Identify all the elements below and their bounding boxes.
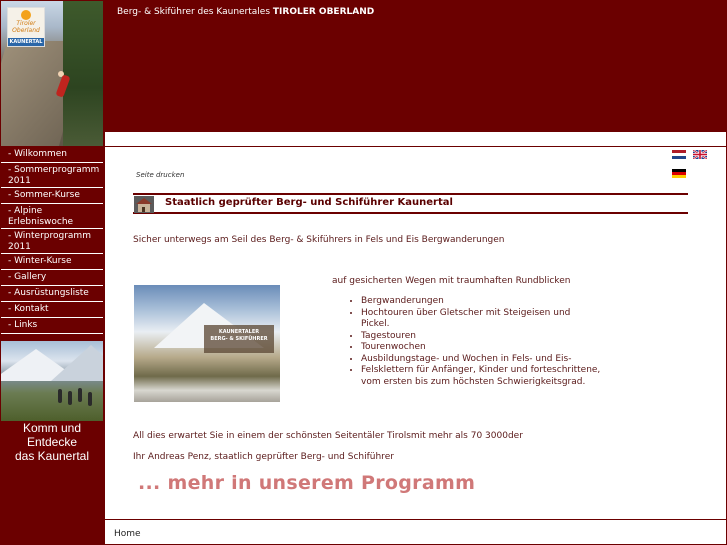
list-item: • Felsklettern für Anfänger, Kinder und forteschrittene, vom ersten bis zum höchsten Schwierigkeitsgrad. [361, 365, 601, 388]
closing-text: All dies erwartet Sie in einem der schönsten Seitentäler Tirolsmit mehr als 70 3000der [133, 431, 523, 441]
logo-brand-text: Tiroler Oberland [12, 20, 40, 34]
home-link[interactable]: Home [114, 529, 141, 539]
sidebar-item-sommer-kurse[interactable]: - Sommer-Kurse [1, 188, 103, 204]
sidebar-item-alpine-erlebniswoche[interactable]: - Alpine Erlebniswoche [1, 204, 103, 229]
signature-text: Ihr Andreas Penz, staatlich geprüfter Berg- und Schiführer [133, 452, 394, 462]
list-item: • Ausbildungstage- und Wochen in Fels- und Eis- [361, 354, 601, 366]
sidebar-item-links[interactable]: - Links [1, 318, 103, 334]
list-item: • Tourenwochen [361, 342, 601, 354]
sidebar-item-winter-kurse[interactable]: - Winter-Kurse [1, 254, 103, 270]
page-title: Staatlich geprüfter Berg- und Schiführer Kaunertal [165, 197, 453, 208]
sidebar-item-gallery[interactable]: - Gallery [1, 270, 103, 286]
promo-line-2: das Kaunertal [14, 449, 90, 463]
sidebar-item-ausruestungsliste[interactable]: - Ausrüstungsliste [1, 286, 103, 302]
logo-sub-text: KAUNERTAL [9, 39, 43, 45]
header-title-bold: TIROLER OBERLAND [272, 7, 375, 17]
intro-text: Sicher unterwegs am Seil des Berg- & Skiführers in Fels und Eis Bergwanderungen [133, 235, 505, 245]
list-item: • Tagestouren [361, 331, 601, 343]
sidebar-item-kontakt[interactable]: - Kontakt [1, 302, 103, 318]
safe-paths-text: auf gesicherten Wegen mit traumhaften Rundblicken [332, 276, 571, 286]
photo-badge-line-1: KAUNERTALER [218, 329, 260, 335]
more-program-link[interactable]: ... mehr in unserem Programm [138, 472, 476, 494]
sidebar-item-wilkommen[interactable]: - Wilkommen [1, 147, 103, 163]
list-item: • Hochtouren über Gletscher mit Steigeisen und Pickel. [361, 308, 601, 331]
photo-badge-line-2: BERG- & SKIFÜHRER [210, 336, 268, 342]
print-page-link[interactable]: Seite drucken [136, 171, 185, 179]
sidebar-item-sommerprogramm[interactable]: - Sommerprogramm 2011 [1, 163, 103, 188]
sidebar-item-winterprogramm[interactable]: - Winterprogramm 2011 [1, 229, 103, 254]
list-item: • Bergwanderungen [361, 296, 601, 308]
header-title-prefix: Berg- & Skiführer des Kaunertales [117, 7, 271, 17]
promo-line-1: Komm und Entdecke [22, 421, 82, 449]
